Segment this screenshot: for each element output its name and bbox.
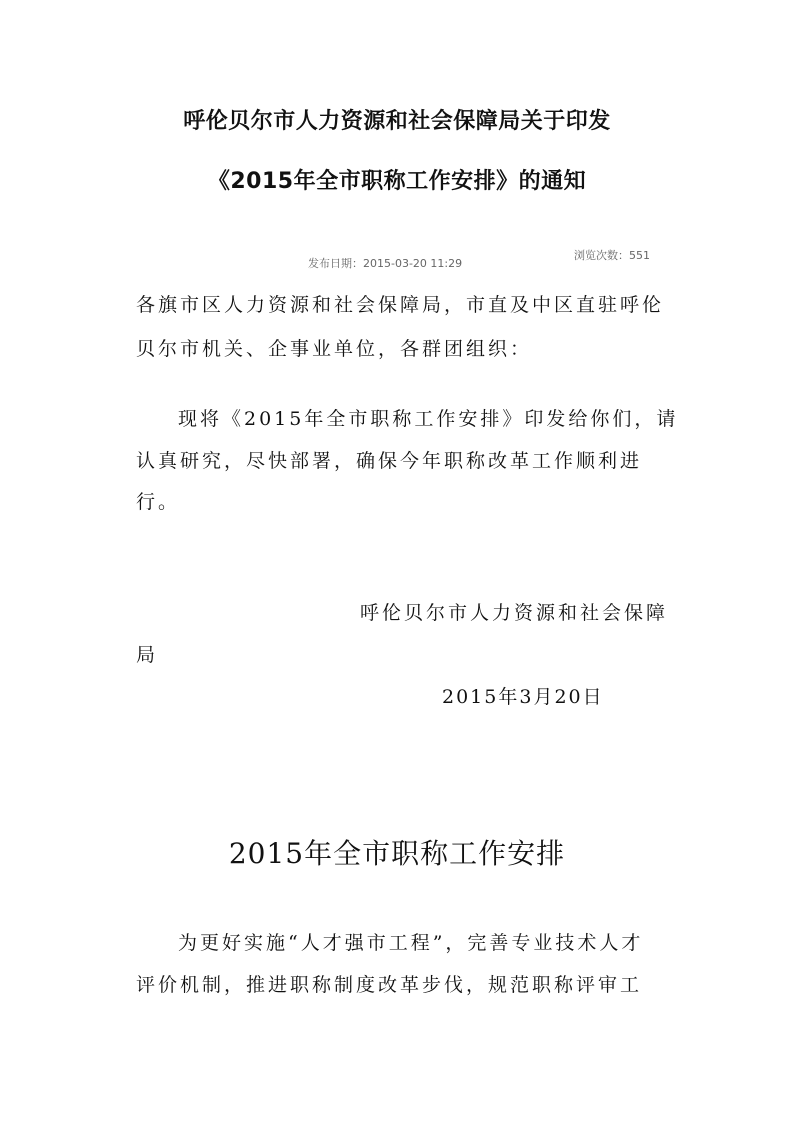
notice-title-line-1: 呼伦贝尔市人力资源和社会保障局关于印发: [183, 109, 611, 134]
body-line-3: 行。: [136, 491, 181, 513]
intro-line-1: 为更好实施“人才强市工程”，完善专业技术人才: [178, 932, 644, 954]
signature-date: 2015年3月20日: [442, 686, 604, 708]
body-line-1: 现将《2015年全市职称工作安排》印发给你们，请: [178, 408, 679, 430]
notice-title-line-2: 《2015年全市职称工作安排》的通知: [207, 169, 587, 194]
addressee-line-2: 贝尔市机关、企事业单位，各群团组织：: [136, 338, 533, 360]
signature-line-2: 局: [136, 644, 159, 666]
addressee-line-1: 各旗市区人力资源和社会保障局，市直及中区直驻呼伦: [136, 294, 665, 316]
body-line-2: 认真研究，尽快部署，确保今年职称改革工作顺利进: [136, 450, 643, 472]
arrangement-heading: 2015年全市职称工作安排: [228, 837, 566, 870]
view-count: 浏览次数：551: [574, 249, 650, 262]
signature-line-1: 呼伦贝尔市人力资源和社会保障: [360, 602, 669, 624]
publish-date: 发布日期：2015-03-20 11:29: [308, 257, 463, 270]
intro-line-2: 评价机制，推进职称制度改革步伐，规范职称评审工: [136, 974, 643, 996]
